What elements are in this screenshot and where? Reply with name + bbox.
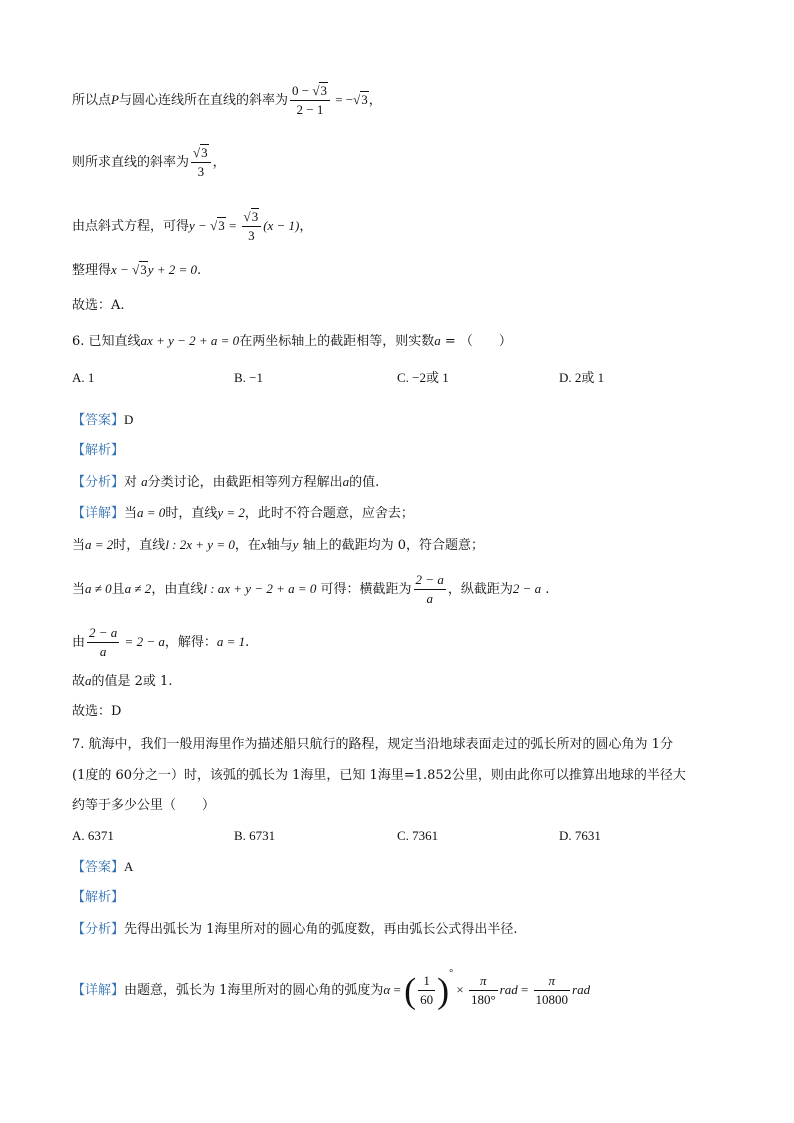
math-expr: ax + y − 2 + a = 0: [140, 333, 240, 348]
detail-line: [72, 624, 249, 661]
fraction: $\frac{√3}{3}$: [191, 144, 211, 181]
text: 则所求直线的斜率为: [72, 155, 190, 170]
math-expr: a ≠ 0: [85, 581, 112, 596]
fraction: [418, 972, 435, 1009]
analysis-label: 【分析】: [72, 475, 125, 490]
math-var: α: [383, 982, 391, 997]
text: 由点斜式方程，可得: [72, 219, 190, 234]
answer-value: D: [124, 412, 134, 427]
question-7-line-2: (1度的 60分之一）时，该弧的弧长为 1海里，已知 1海里=1.852公里，则由此你可以推算出地球的半径大: [72, 768, 686, 783]
fraction: $\frac{√3}{3}$: [242, 208, 262, 245]
radicand: 3: [201, 145, 208, 160]
punct: ，: [299, 219, 313, 234]
option-a: A. 1: [72, 370, 95, 385]
detail-label: 【详解】: [72, 983, 125, 998]
text: ，由直线: [151, 582, 204, 597]
text: 6. 已知直线: [72, 334, 141, 349]
analysis-line: [72, 920, 518, 940]
text: 整理得: [72, 263, 112, 278]
math-expr: a = 1: [216, 634, 246, 649]
solution-line-simplify: 整理得x − √3y + 2 = 0.: [72, 262, 202, 278]
numerator: 0 −: [291, 83, 313, 98]
detail-line: [72, 535, 484, 556]
text: 的值.: [349, 475, 380, 490]
solution-line-slope: 所以点P与圆心连线所在直线的斜率为 $\frac{0 - √3}{2 - 1}$ = −√3，: [72, 83, 382, 117]
text: 时，直线: [165, 506, 218, 521]
detail-line: [72, 964, 590, 1009]
text: 可得：横截距为: [316, 582, 412, 597]
option-d: D. 2或 1: [559, 370, 605, 385]
analysis-label: 【分析】: [72, 922, 125, 937]
text: 先得出弧长为 1海里所对的圆心角的弧度数，再由弧长公式得出半径.: [124, 922, 518, 937]
punct: .: [197, 263, 202, 278]
numerator: 2 − a: [87, 624, 119, 643]
solution-line-point-slope: 由点斜式方程，可得y − √3 = $\frac{√3}{3}$ (x − 1)，: [72, 209, 313, 243]
math-expr: (x − 1): [263, 218, 300, 233]
math-expr: y + 2 = 0: [147, 262, 198, 277]
detail-line: [72, 671, 172, 692]
text: ，解得：: [164, 635, 217, 650]
radicand: 3: [218, 218, 225, 233]
fraction: [414, 571, 446, 608]
detail-label: 【详解】: [72, 506, 125, 521]
text: 由: [72, 635, 86, 650]
denominator: a: [426, 591, 433, 606]
math-expr: a = 0: [137, 505, 166, 520]
question-6: [72, 331, 512, 352]
text: .: [541, 582, 550, 597]
numerator: π: [534, 972, 571, 991]
equals: = −: [331, 92, 354, 107]
answer-line: [72, 410, 133, 431]
radicand: 3: [140, 262, 147, 277]
denominator: 60: [420, 992, 434, 1007]
text: 当: [72, 582, 86, 597]
numerator: 1: [418, 972, 435, 991]
choice-line: 故选：A.: [72, 298, 125, 313]
text: 当: [72, 538, 86, 553]
text: 分类讨论，由截距相等列方程解出: [147, 475, 343, 490]
text: 在两坐标轴上的截距相等，则实数: [239, 334, 435, 349]
fraction: $\frac{0 - √3}{2 - 1}$: [290, 82, 330, 119]
math-var: y: [292, 537, 299, 552]
text: 的值是 2或 1.: [91, 674, 173, 689]
denominator: 180°: [470, 992, 496, 1007]
fraction: [469, 972, 498, 1009]
text: 故: [72, 674, 86, 689]
denominator: 3: [197, 164, 205, 179]
radicand: 3: [320, 83, 327, 98]
unit: rad: [499, 982, 518, 997]
radicand: 3: [361, 92, 368, 107]
text: ，在: [234, 538, 261, 553]
text: ，此时不符合题意，应舍去；: [244, 506, 414, 521]
option-b: B. 6731: [234, 828, 276, 843]
option-c: C. 7361: [397, 828, 439, 843]
analysis-tag: 【解析】: [72, 890, 125, 905]
punct: ，: [368, 93, 382, 108]
detail-line: [72, 503, 414, 524]
text: = （ ）: [440, 334, 512, 349]
math-var: a: [85, 673, 92, 688]
math-expr: y −: [189, 218, 211, 233]
text: 所以点: [72, 93, 112, 108]
text: 时，直线: [113, 538, 166, 553]
denominator: 2 − 1: [296, 102, 324, 117]
denominator: 10800: [535, 992, 569, 1007]
denominator: a: [99, 644, 107, 659]
degree-sign: °: [449, 968, 454, 979]
math-expr: 2 − a: [512, 581, 542, 596]
math-expr: l : 2x + y = 0: [165, 537, 235, 552]
question-7-line-3: 约等于多少公里（ ）: [72, 798, 216, 813]
math-expr: l : ax + y − 2 + a = 0: [203, 581, 317, 596]
punct: ，: [212, 155, 226, 170]
math-var: a: [141, 474, 148, 489]
numerator: π: [469, 972, 498, 991]
numerator: 2 − a: [414, 571, 446, 590]
analysis-line: [72, 472, 379, 493]
text: 且: [111, 582, 125, 597]
fraction: [534, 972, 571, 1009]
math-expr: = 2 − a: [121, 634, 165, 649]
math-var-p: P: [111, 92, 119, 107]
equals: =: [390, 982, 405, 997]
analysis-tag: 【解析】: [72, 443, 125, 458]
math-expr: y = 2: [217, 505, 245, 520]
text: 当: [124, 506, 138, 521]
math-expr: x −: [111, 262, 133, 277]
paren-right: ): [437, 970, 450, 1011]
math-var: x: [260, 537, 267, 552]
question-7-line-1: 7. 航海中，我们一般用海里作为描述船只航行的路程，规定当沿地球表面走过的弧长所对的圆心角为 1分: [72, 737, 673, 752]
answer-tag: 【答案】: [72, 413, 125, 428]
times: ×: [453, 982, 467, 997]
text: 由题意，弧长为 1海里所对的圆心角的弧度为: [124, 983, 384, 998]
fraction: [87, 624, 119, 661]
detail-line: [72, 571, 549, 608]
text: 与圆心连线所在直线的斜率为: [118, 93, 288, 108]
equals: =: [225, 218, 240, 233]
text: .: [245, 635, 250, 650]
math-expr: a ≠ 2: [124, 581, 152, 596]
option-c: C. −2或 1: [397, 370, 449, 385]
solution-line-required-slope: [72, 144, 226, 181]
answer-line: [72, 857, 133, 878]
unit: rad: [572, 982, 591, 997]
math-expr: a = 2: [85, 537, 114, 552]
paren-left: (: [404, 970, 417, 1011]
answer-value: A: [124, 859, 134, 874]
choice-line: 故选：D: [72, 704, 122, 719]
radicand: 3: [251, 209, 259, 224]
text: ，纵截距为: [447, 582, 513, 597]
equals: =: [517, 982, 532, 997]
denominator: 3: [248, 228, 255, 243]
option-d: D. 7631: [559, 828, 601, 843]
text: 对: [124, 475, 142, 490]
text: 轴上的截距均为 0，符合题意；: [298, 538, 484, 553]
option-a: A. 6371: [72, 828, 114, 843]
text: 轴与: [266, 538, 293, 553]
math-var: a: [434, 333, 441, 348]
math-var: a: [342, 474, 350, 489]
answer-tag: 【答案】: [72, 860, 125, 875]
option-b: B. −1: [234, 370, 264, 385]
